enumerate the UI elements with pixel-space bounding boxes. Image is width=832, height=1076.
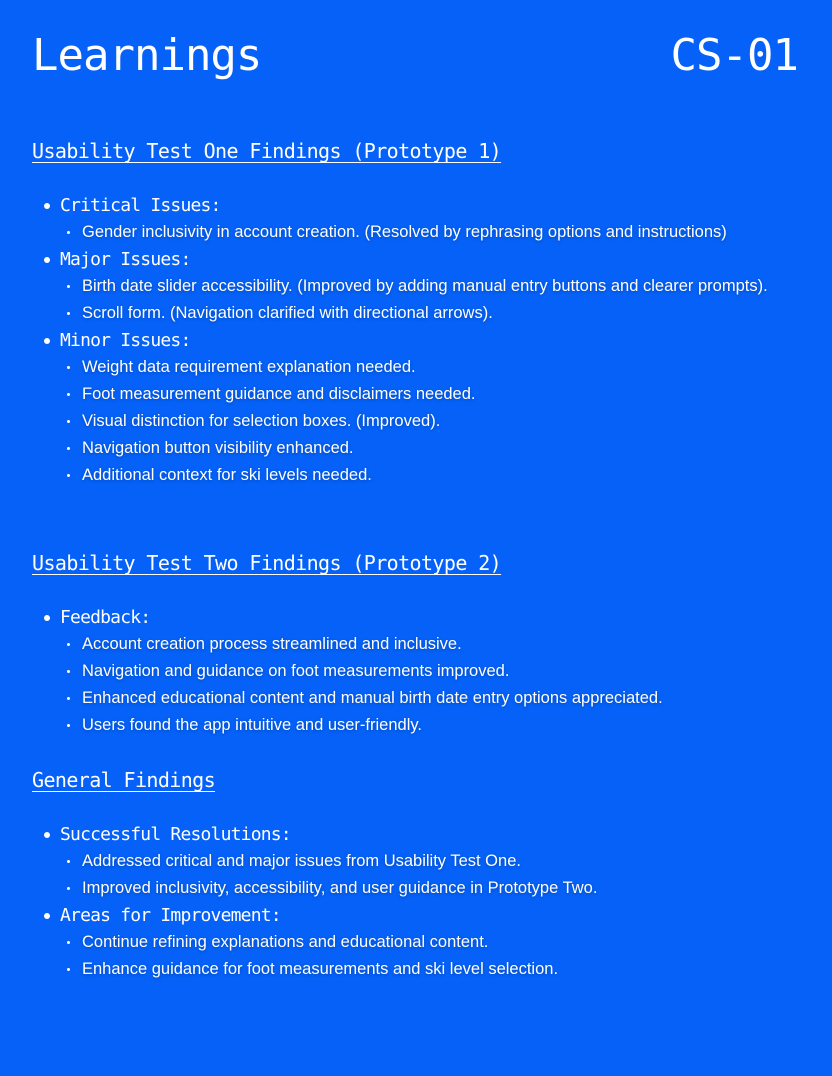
group-label: Critical Issues:: [60, 195, 221, 216]
bullet-icon: [67, 697, 70, 700]
page-code: CS-01: [670, 30, 798, 81]
list-item: [32, 300, 800, 327]
findings-groups: [32, 604, 800, 739]
bullet-icon: [44, 338, 50, 344]
list-item-text: Weight data requirement explanation needed.: [82, 358, 416, 376]
list-item-text: Navigation and guidance on foot measurements improved.: [82, 662, 510, 680]
list-item: [32, 219, 800, 246]
list-item: [32, 354, 800, 381]
bullet-icon: [67, 366, 70, 369]
list-item: [32, 875, 800, 902]
list-item-text: Visual distinction for selection boxes. (Improved).: [82, 412, 441, 430]
bullet-icon: [44, 615, 50, 621]
list-item-text: Enhanced educational content and manual birth date entry options appreciated.: [82, 689, 663, 707]
section-usability-test-one: [32, 138, 800, 489]
list-item-text: Scroll form. (Navigation clarified with directional arrows).: [82, 304, 493, 322]
bullet-icon: [67, 941, 70, 944]
group-areas-for-improvement: [32, 902, 800, 983]
group-critical-issues: [32, 192, 800, 246]
bullet-icon: [44, 913, 50, 919]
group-minor-issues: [32, 327, 800, 489]
bullet-icon: [67, 670, 70, 673]
bullet-icon: [67, 887, 70, 890]
bullet-icon: [67, 393, 70, 396]
group-major-issues: [32, 246, 800, 327]
bullet-icon: [67, 643, 70, 646]
list-item-text: Improved inclusivity, accessibility, and user guidance in Prototype Two.: [82, 879, 598, 897]
list-item-text: Navigation button visibility enhanced.: [82, 439, 354, 457]
bullet-icon: [67, 968, 70, 971]
list-item-text: Account creation process streamlined and inclusive.: [82, 635, 462, 653]
section-heading: Usability Test Two Findings (Prototype 2): [32, 551, 502, 575]
findings-groups: [32, 821, 800, 983]
page-title: Learnings: [32, 30, 262, 81]
list-item-text: Foot measurement guidance and disclaimers needed.: [82, 385, 476, 403]
list-item-text: Additional context for ski levels needed.: [82, 466, 372, 484]
group-label: Successful Resolutions:: [60, 824, 291, 845]
list-item: [32, 462, 800, 489]
list-item: [32, 435, 800, 462]
bullet-icon: [44, 257, 50, 263]
bullet-icon: [44, 832, 50, 838]
list-item: [32, 956, 800, 983]
list-item-text: Enhance guidance for foot measurements and ski level selection.: [82, 960, 559, 978]
list-item: [32, 712, 800, 739]
list-item-text: Birth date slider accessibility. (Improved by adding manual entry buttons and clearer prompts).: [82, 277, 768, 295]
bullet-icon: [67, 231, 70, 234]
list-item: [32, 631, 800, 658]
bullet-icon: [67, 860, 70, 863]
group-label: Minor Issues:: [60, 330, 191, 351]
group-label: Major Issues:: [60, 249, 191, 270]
bullet-icon: [67, 285, 70, 288]
group-feedback: [32, 604, 800, 739]
list-item-text: Gender inclusivity in account creation. (Resolved by rephrasing options and instructions): [82, 223, 727, 241]
list-item: [32, 848, 800, 875]
list-item: [32, 408, 800, 435]
list-item: [32, 929, 800, 956]
list-item: [32, 685, 800, 712]
group-successful-resolutions: [32, 821, 800, 902]
list-item-text: Addressed critical and major issues from Usability Test One.: [82, 852, 521, 870]
group-label: Areas for Improvement:: [60, 905, 281, 926]
group-label: Feedback:: [60, 607, 151, 628]
bullet-icon: [44, 203, 50, 209]
section-general-findings: [32, 767, 800, 983]
list-item-text: Continue refining explanations and educational content.: [82, 933, 489, 951]
bullet-icon: [67, 474, 70, 477]
section-heading: Usability Test One Findings (Prototype 1): [32, 139, 502, 163]
section-usability-test-two: [32, 550, 800, 739]
bullet-icon: [67, 312, 70, 315]
bullet-icon: [67, 724, 70, 727]
section-heading: General Findings: [32, 768, 216, 792]
list-item: [32, 273, 800, 300]
list-item-text: Users found the app intuitive and user-friendly.: [82, 716, 422, 734]
list-item: [32, 381, 800, 408]
bullet-icon: [67, 447, 70, 450]
findings-groups: [32, 192, 800, 489]
list-item: [32, 658, 800, 685]
bullet-icon: [67, 420, 70, 423]
